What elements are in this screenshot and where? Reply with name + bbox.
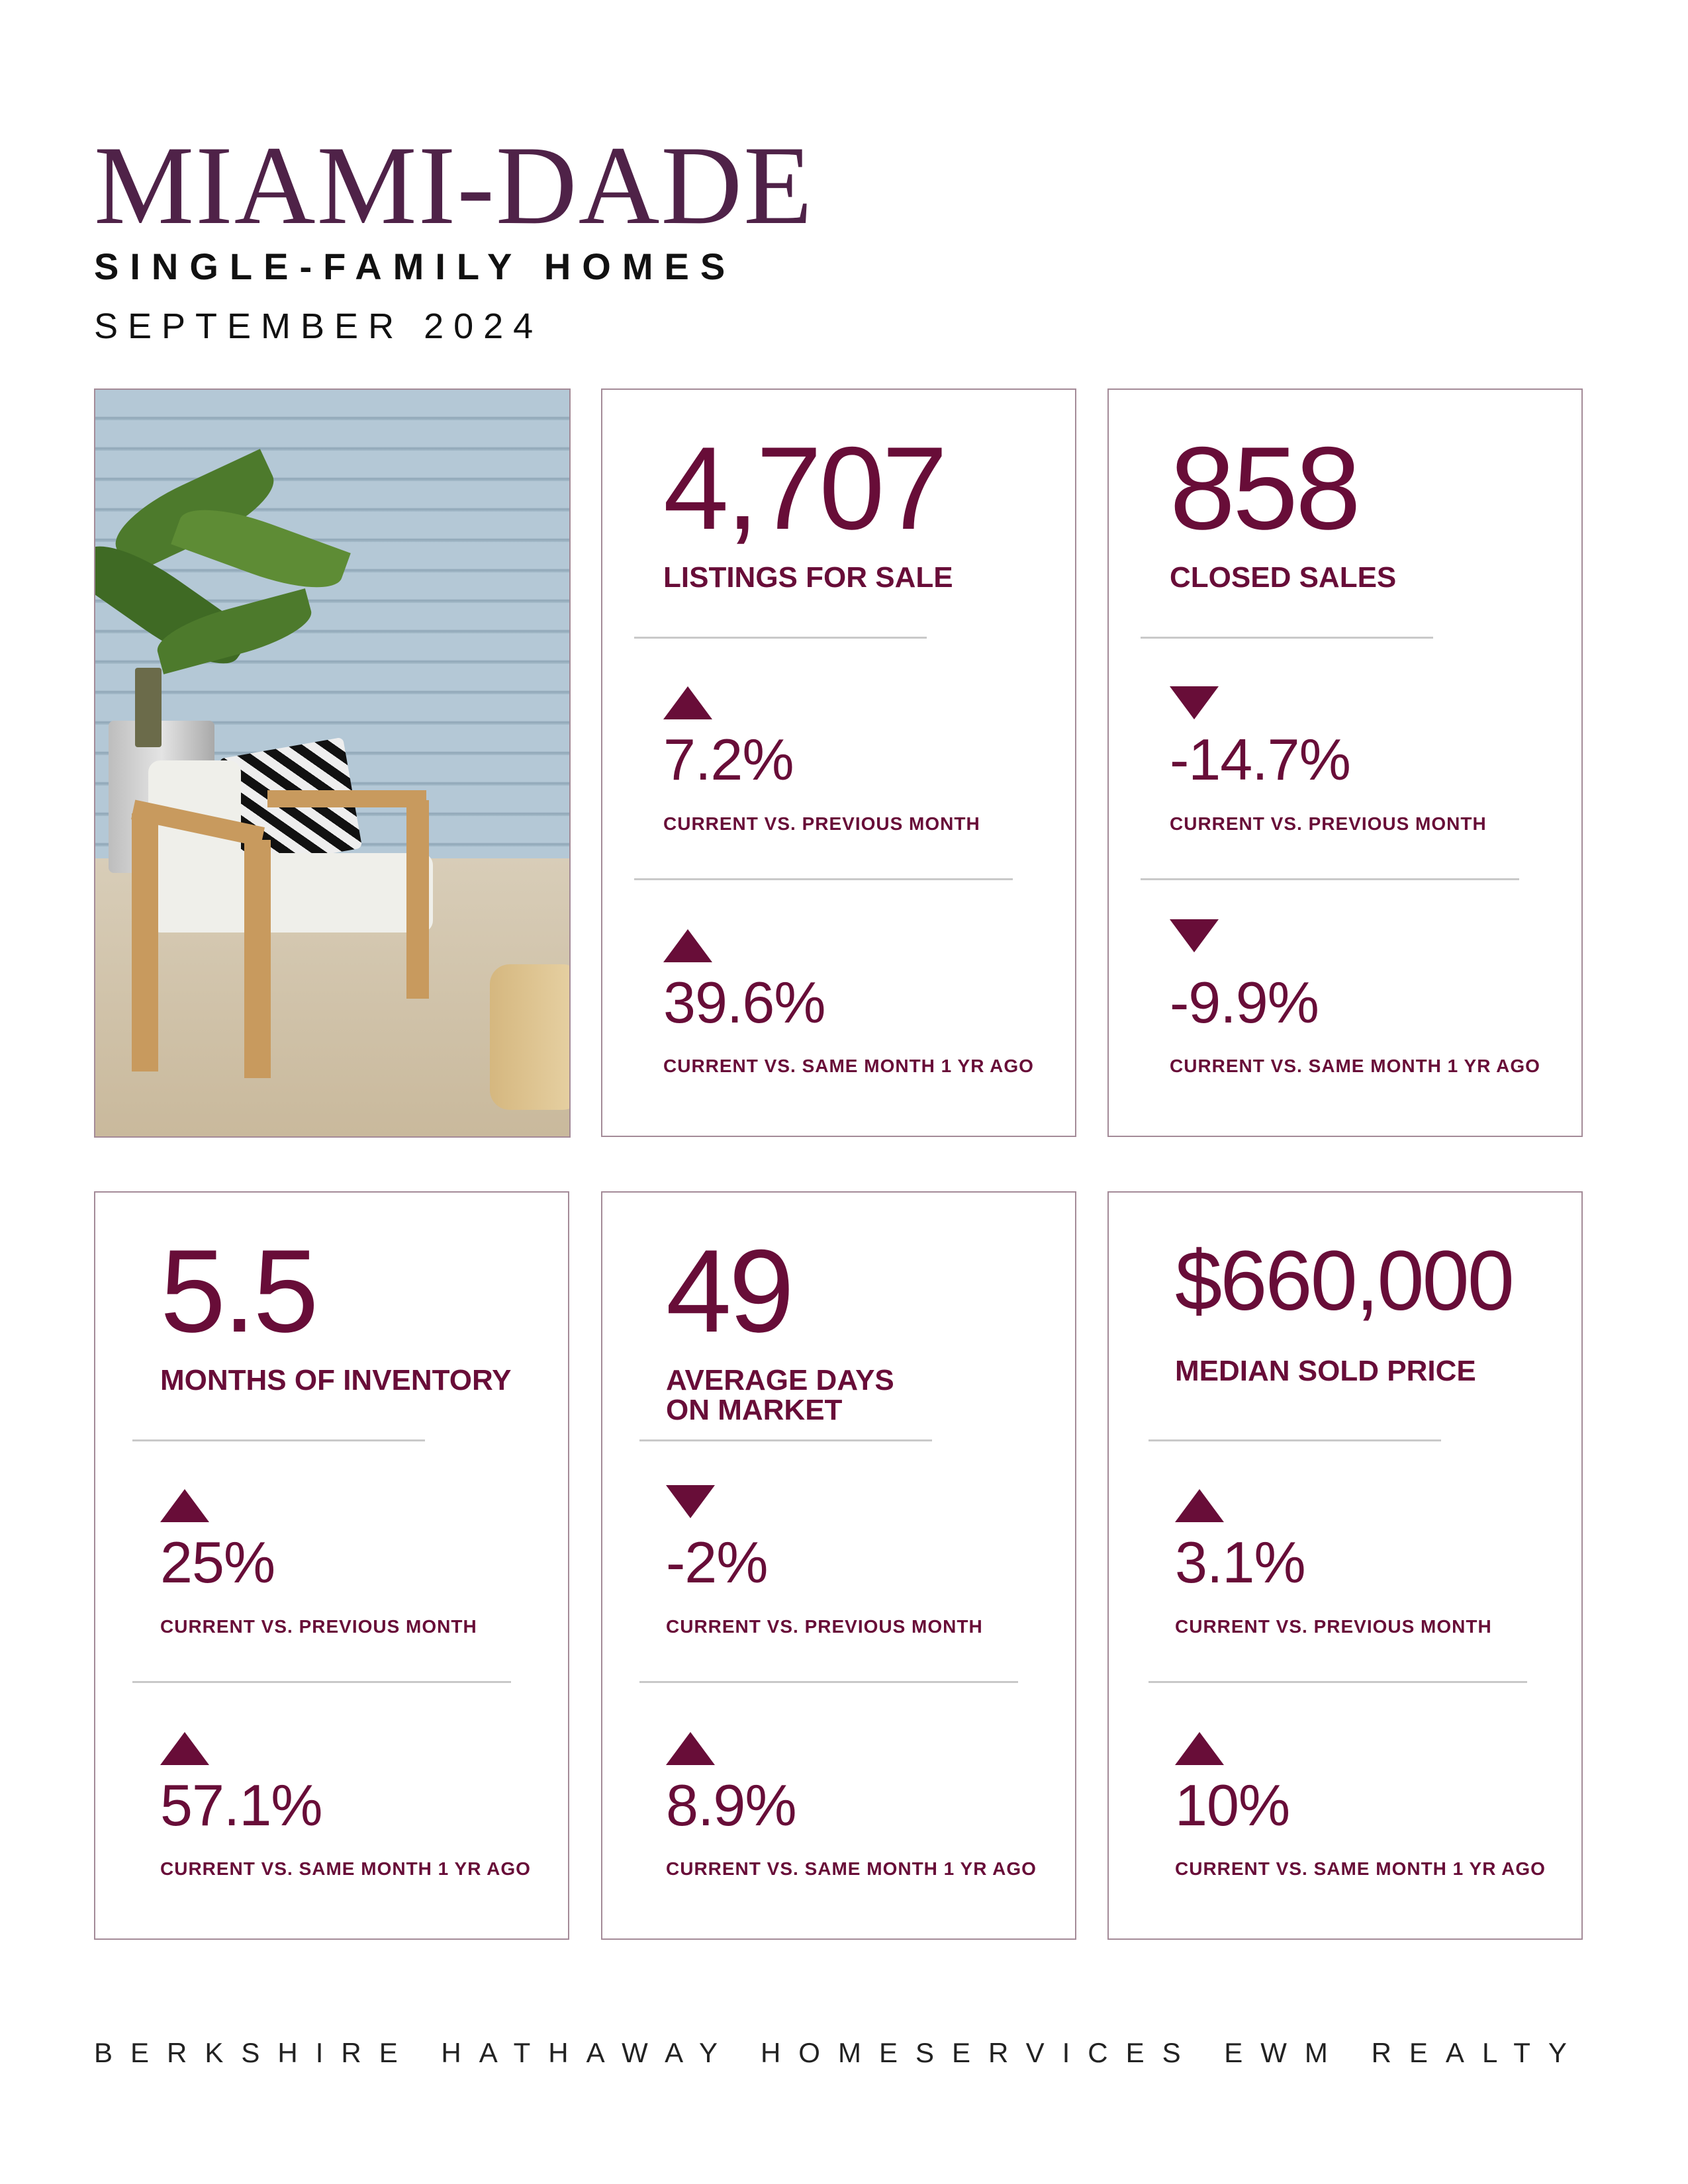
yoy-caption: CURRENT VS. SAME MONTH 1 YR AGO <box>160 1858 531 1879</box>
mom-change: 3.1% <box>1175 1529 1305 1595</box>
stat-value: 5.5 <box>160 1225 316 1357</box>
arrow-up-icon <box>1175 1732 1224 1765</box>
arrow-down-icon <box>666 1485 715 1518</box>
photo-chair-leg <box>244 840 271 1078</box>
photo-leaf <box>171 494 351 603</box>
arrow-up-icon <box>160 1489 209 1522</box>
yoy-caption: CURRENT VS. SAME MONTH 1 YR AGO <box>1175 1858 1546 1879</box>
page-title: MIAMI-DADE <box>94 123 814 248</box>
mom-caption: CURRENT VS. PREVIOUS MONTH <box>663 813 980 834</box>
mom-change: 25% <box>160 1529 275 1595</box>
arrow-up-icon <box>663 686 712 719</box>
mom-change: -14.7% <box>1170 727 1350 792</box>
yoy-change: 57.1% <box>160 1772 322 1838</box>
divider <box>639 1681 1018 1683</box>
yoy-caption: CURRENT VS. SAME MONTH 1 YR AGO <box>1170 1056 1540 1076</box>
stat-label: MEDIAN SOLD PRICE <box>1175 1355 1476 1387</box>
arrow-down-icon <box>1170 686 1219 719</box>
page-subtitle: SINGLE-FAMILY HOMES <box>94 246 737 287</box>
stat-label: CLOSED SALES <box>1170 561 1397 594</box>
stat-value: $660,000 <box>1175 1234 1513 1328</box>
yoy-caption: CURRENT VS. SAME MONTH 1 YR AGO <box>666 1858 1037 1879</box>
photo-chair-arm <box>267 790 426 807</box>
arrow-up-icon <box>666 1732 715 1765</box>
yoy-caption: CURRENT VS. SAME MONTH 1 YR AGO <box>663 1056 1034 1076</box>
yoy-change: 8.9% <box>666 1772 796 1838</box>
divider <box>1149 1681 1527 1683</box>
yoy-change: -9.9% <box>1170 970 1319 1035</box>
arrow-down-icon <box>1170 919 1219 952</box>
divider <box>132 1681 511 1683</box>
photo-pouf <box>490 964 571 1110</box>
stat-value: 4,707 <box>663 422 945 554</box>
stat-card-listings <box>601 388 1076 1137</box>
arrow-up-icon <box>160 1732 209 1765</box>
divider <box>132 1439 425 1441</box>
patio-chair-photo <box>94 388 571 1138</box>
mom-change: 7.2% <box>663 727 794 792</box>
divider <box>639 1439 932 1441</box>
stat-label: LISTINGS FOR SALE <box>663 561 953 594</box>
yoy-change: 10% <box>1175 1772 1290 1838</box>
stat-card-closed-sales <box>1107 388 1583 1137</box>
photo-seat-cushion <box>148 853 433 933</box>
divider <box>634 878 1013 880</box>
divider <box>1141 637 1433 639</box>
mom-caption: CURRENT VS. PREVIOUS MONTH <box>160 1616 477 1637</box>
stat-value: 858 <box>1170 422 1358 554</box>
photo-trunk <box>135 668 162 747</box>
photo-chair-leg <box>132 813 158 1071</box>
stat-label-line: ON MARKET <box>666 1393 843 1426</box>
stat-label: MONTHS OF INVENTORY <box>160 1364 512 1396</box>
arrow-up-icon <box>1175 1489 1224 1522</box>
mom-caption: CURRENT VS. PREVIOUS MONTH <box>1170 813 1487 834</box>
stat-card-inventory <box>94 1191 569 1940</box>
stat-label-line: AVERAGE DAYS <box>666 1364 894 1396</box>
arrow-up-icon <box>663 929 712 962</box>
photo-chair-leg <box>406 800 429 999</box>
mom-caption: CURRENT VS. PREVIOUS MONTH <box>1175 1616 1492 1637</box>
divider <box>1141 878 1519 880</box>
divider <box>634 637 927 639</box>
yoy-change: 39.6% <box>663 970 825 1035</box>
stat-card-days-on-market <box>601 1191 1076 1940</box>
brand-footer: BERKSHIRE HATHAWAY HOMESERVICES EWM REALTY <box>94 2037 1585 2068</box>
stat-card-median-price <box>1107 1191 1583 1940</box>
divider <box>1149 1439 1441 1441</box>
stat-label <box>666 1366 894 1426</box>
stat-value: 49 <box>666 1225 792 1357</box>
report-period: SEPTEMBER 2024 <box>94 306 543 346</box>
mom-change: -2% <box>666 1529 768 1595</box>
mom-caption: CURRENT VS. PREVIOUS MONTH <box>666 1616 983 1637</box>
